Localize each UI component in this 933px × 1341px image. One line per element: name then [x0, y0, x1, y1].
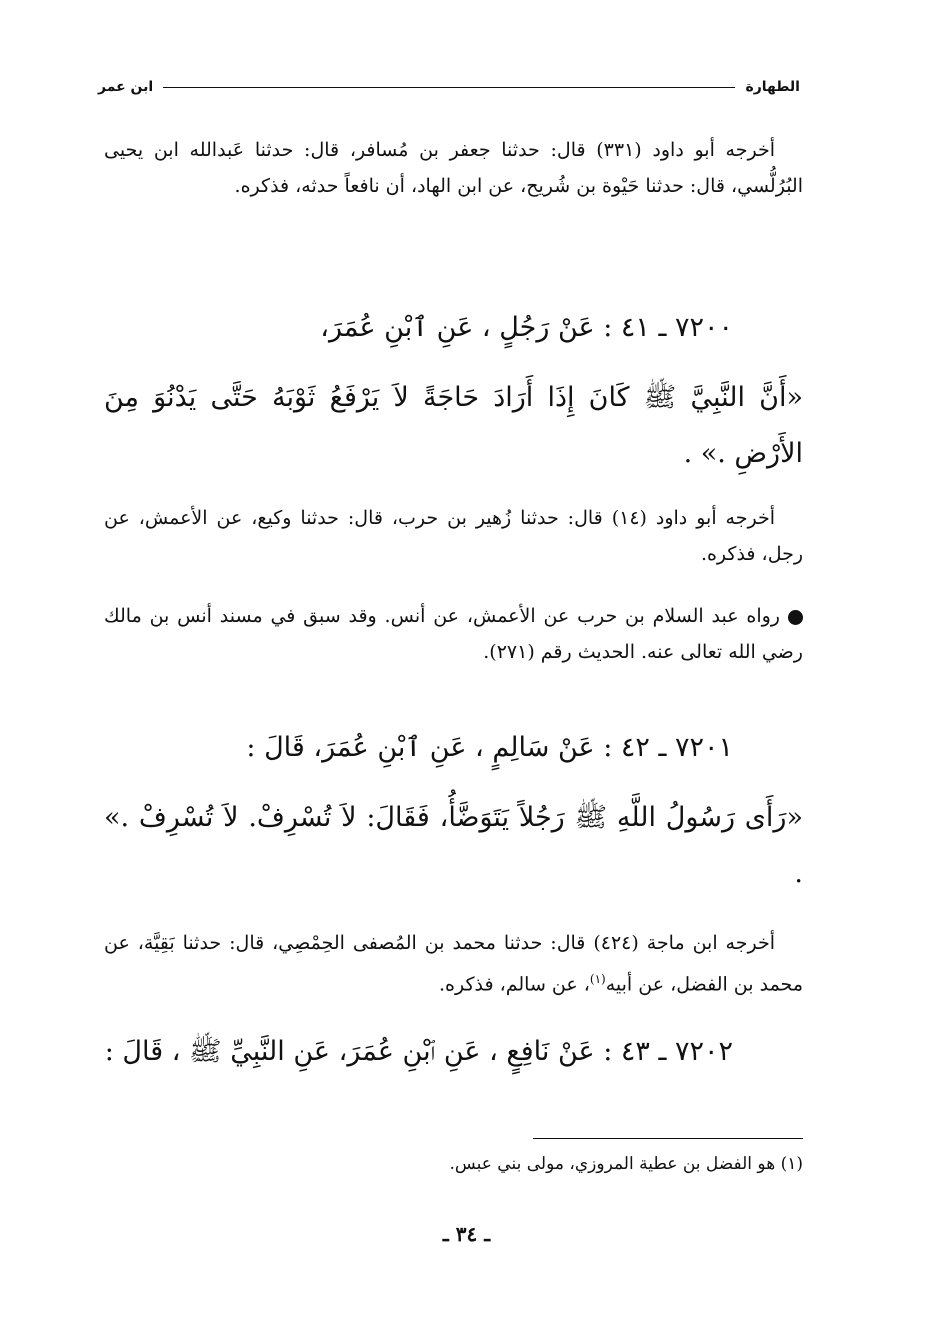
hadith-7201-heading: ٧٢٠١ ـ ٤٢ : عَنْ سَالِمٍ ، عَنِ ٱبْنِ عُمَرَ، قَالَ : — [246, 732, 733, 763]
header-rule — [163, 87, 735, 88]
bullet-icon — [788, 610, 803, 625]
footnote-marker: (١) — [589, 972, 606, 986]
hadith-7200-heading: ٧٢٠٠ ـ ٤١ : عَنْ رَجُلٍ ، عَنِ ٱبْنِ عُمَرَ، — [320, 312, 733, 343]
takhrij-paragraph-1: أخرجه أبو داود (٣٣١) قال: حدثنا جعفر بن مُسافر، قال: حدثنا عَبدالله ابن يحيى البُرُلُّسي، قال: حدثنا حَيْوة بن شُريح، عن ابن الهاد، أن نافعاً حدثه، فذكره. — [104, 139, 803, 197]
takhrij-paragraph-3-text: أخرجه ابن ماجة (٤٢٤) قال: حدثنا محمد بن المُصفى الحِمْصِي، قال: حدثنا بَقِيَّة، عن محمد بن الفضل، عن أبيه — [104, 932, 803, 996]
hadith-7200-text: «أَنَّ النَّبِيَّ ﷺ كَانَ إِذَا أَرَادَ حَاجَةً لاَ يَرْفَعُ ثَوْبَهُ حَتَّى يَدْنُوَ مِنَ الأَرْضِ .» . — [104, 382, 803, 469]
note-paragraph — [104, 598, 803, 670]
takhrij-paragraph-3 — [104, 925, 803, 1002]
running-header — [98, 74, 800, 100]
footnote-separator — [533, 1138, 803, 1139]
hadith-7202-heading: ٧٢٠٢ ـ ٤٣ : عَنْ نَافِعٍ ، عَنِ ٱبْنِ عُمَرَ، عَنِ النَّبِيِّ ﷺ ، قَالَ : — [104, 1036, 733, 1067]
page-number: ـ ٣٤ ـ — [442, 1222, 491, 1246]
takhrij-paragraph-2: أخرجه أبو داود (١٤) قال: حدثنا زُهير بن حرب، قال: حدثنا وكيع، عن الأعمش، عن رجل، فذكره. — [104, 507, 803, 565]
header-chapter: الطهارة — [745, 79, 800, 95]
hadith-7201-text: «رَأَى رَسُولُ اللَّهِ ﷺ رَجُلاً يَتَوَضَّأُ، فَقَالَ: لاَ تُسْرِفْ. لاَ تُسْرِفْ .» . — [104, 802, 803, 889]
header-musnad: ابن عمر — [98, 79, 154, 95]
note-text: رواه عبد السلام بن حرب عن الأعمش، عن أنس. وقد سبق في مسند أنس بن مالك رضي الله تعالى عنه. الحديث رقم (٢٧١). — [104, 605, 803, 663]
footnote: (١) هو الفضل بن عطية المروزي، مولى بني عبس. — [449, 1154, 803, 1174]
takhrij-paragraph-3-end: ، عن سالم، فذكره. — [438, 973, 590, 996]
